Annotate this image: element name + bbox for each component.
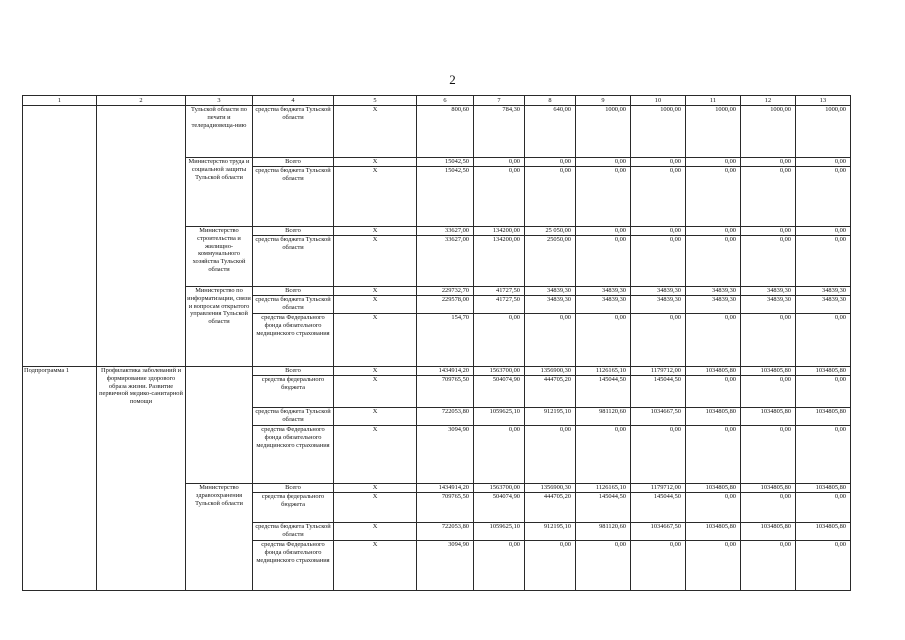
- value-cell: 800,60: [417, 106, 474, 158]
- value-cell: 0,00: [631, 167, 686, 227]
- value-cell: 41727,50: [474, 287, 525, 296]
- empty-cell: [97, 106, 186, 367]
- value-cell: 722053,80: [417, 408, 474, 426]
- x-cell: X: [334, 106, 417, 158]
- value-cell: 34839,30: [686, 296, 741, 314]
- value-cell: 3094,90: [417, 426, 474, 484]
- value-cell: 0,00: [686, 426, 741, 484]
- value-cell: 981120,60: [576, 523, 631, 541]
- value-cell: 0,00: [796, 426, 851, 484]
- source-cell: средства бюджета Тульской области: [253, 296, 334, 314]
- value-cell: 25 050,00: [525, 227, 576, 236]
- value-cell: 229732,70: [417, 287, 474, 296]
- x-cell: X: [334, 426, 417, 484]
- value-cell: 34839,30: [631, 287, 686, 296]
- value-cell: 0,00: [525, 541, 576, 591]
- value-cell: 0,00: [741, 376, 796, 408]
- value-cell: 0,00: [741, 227, 796, 236]
- value-cell: 1034667,50: [631, 408, 686, 426]
- value-cell: 0,00: [686, 227, 741, 236]
- value-cell: 0,00: [474, 426, 525, 484]
- value-cell: 34839,30: [525, 287, 576, 296]
- value-cell: 154,70: [417, 314, 474, 367]
- value-cell: 0,00: [686, 158, 741, 167]
- value-cell: 1034805,80: [741, 408, 796, 426]
- value-cell: 0,00: [741, 158, 796, 167]
- value-cell: 1356900,30: [525, 367, 576, 376]
- value-cell: 134200,00: [474, 227, 525, 236]
- value-cell: 0,00: [631, 541, 686, 591]
- value-cell: 34839,30: [741, 296, 796, 314]
- x-cell: X: [334, 158, 417, 167]
- value-cell: 0,00: [741, 314, 796, 367]
- org-cell: [186, 367, 253, 484]
- source-cell: Всего: [253, 287, 334, 296]
- header-cell: 3: [186, 96, 253, 106]
- source-cell: средства Федерального фонда обязательного медицинского страхования: [253, 314, 334, 367]
- value-cell: 1034805,80: [741, 523, 796, 541]
- value-cell: 0,00: [474, 541, 525, 591]
- value-cell: 0,00: [741, 426, 796, 484]
- x-cell: X: [334, 541, 417, 591]
- value-cell: 1059625,10: [474, 408, 525, 426]
- value-cell: 3094,90: [417, 541, 474, 591]
- value-cell: 0,00: [796, 493, 851, 523]
- value-cell: 0,00: [796, 158, 851, 167]
- value-cell: 0,00: [631, 158, 686, 167]
- header-cell: 4: [253, 96, 334, 106]
- subprogram-title-cell: Профилактика заболеваний и формирование здорового образа жизни. Развитие первичной медико-санитарной помощи: [97, 367, 186, 591]
- x-cell: X: [334, 408, 417, 426]
- org-cell: Министерство труда и социальной защиты Тульской области: [186, 158, 253, 227]
- value-cell: 1179712,00: [631, 484, 686, 493]
- value-cell: 34839,30: [576, 296, 631, 314]
- value-cell: 0,00: [525, 167, 576, 227]
- x-cell: X: [334, 167, 417, 227]
- value-cell: 1034805,80: [686, 408, 741, 426]
- header-cell: 8: [525, 96, 576, 106]
- value-cell: 1034805,80: [686, 484, 741, 493]
- x-cell: X: [334, 314, 417, 367]
- source-cell: средства бюджета Тульской области: [253, 408, 334, 426]
- value-cell: 1126165,10: [576, 484, 631, 493]
- value-cell: 0,00: [576, 541, 631, 591]
- x-cell: X: [334, 376, 417, 408]
- value-cell: 1000,00: [741, 106, 796, 158]
- value-cell: 33627,00: [417, 236, 474, 287]
- value-cell: 1000,00: [686, 106, 741, 158]
- header-cell: 10: [631, 96, 686, 106]
- value-cell: 0,00: [525, 314, 576, 367]
- x-cell: X: [334, 367, 417, 376]
- value-cell: 784,30: [474, 106, 525, 158]
- source-cell: средства федерального бюджета: [253, 376, 334, 408]
- source-cell: средства бюджета Тульской области: [253, 236, 334, 287]
- value-cell: 444705,20: [525, 376, 576, 408]
- source-cell: Всего: [253, 227, 334, 236]
- value-cell: 0,00: [525, 426, 576, 484]
- value-cell: 0,00: [796, 227, 851, 236]
- value-cell: 33627,00: [417, 227, 474, 236]
- value-cell: 1126165,10: [576, 367, 631, 376]
- page-number: 2: [449, 72, 456, 87]
- value-cell: 34839,30: [631, 296, 686, 314]
- source-cell: средства федерального бюджета: [253, 493, 334, 523]
- value-cell: 0,00: [686, 541, 741, 591]
- value-cell: 1563700,00: [474, 367, 525, 376]
- value-cell: 504074,90: [474, 493, 525, 523]
- value-cell: 0,00: [741, 493, 796, 523]
- value-cell: 1034805,80: [796, 408, 851, 426]
- value-cell: 145044,50: [631, 376, 686, 408]
- value-cell: 1034805,80: [796, 523, 851, 541]
- header-cell: 5: [334, 96, 417, 106]
- value-cell: 1034805,80: [686, 367, 741, 376]
- value-cell: 34839,30: [796, 296, 851, 314]
- table-header-row: [23, 96, 851, 106]
- value-cell: 0,00: [796, 167, 851, 227]
- value-cell: 1034667,50: [631, 523, 686, 541]
- value-cell: 145044,50: [576, 493, 631, 523]
- value-cell: 0,00: [474, 158, 525, 167]
- value-cell: 0,00: [741, 236, 796, 287]
- value-cell: 1563700,00: [474, 484, 525, 493]
- x-cell: X: [334, 484, 417, 493]
- value-cell: 0,00: [576, 314, 631, 367]
- value-cell: 1000,00: [631, 106, 686, 158]
- org-cell: Министерство по информатизации, связи и вопросам открытого управления Тульской области: [186, 287, 253, 367]
- value-cell: 0,00: [796, 236, 851, 287]
- value-cell: 0,00: [576, 426, 631, 484]
- value-cell: 1034805,80: [741, 484, 796, 493]
- value-cell: 229578,00: [417, 296, 474, 314]
- header-cell: 2: [97, 96, 186, 106]
- value-cell: 15042,50: [417, 167, 474, 227]
- value-cell: 15042,50: [417, 158, 474, 167]
- value-cell: 145044,50: [576, 376, 631, 408]
- x-cell: X: [334, 493, 417, 523]
- org-cell: Министерство строительства и жилищно-коммунального хозяйства Тульской области: [186, 227, 253, 287]
- value-cell: 0,00: [686, 314, 741, 367]
- value-cell: 981120,60: [576, 408, 631, 426]
- value-cell: 1034805,80: [741, 367, 796, 376]
- value-cell: 0,00: [796, 541, 851, 591]
- value-cell: 0,00: [796, 376, 851, 408]
- value-cell: 0,00: [686, 376, 741, 408]
- value-cell: 1034805,80: [686, 523, 741, 541]
- value-cell: 0,00: [741, 167, 796, 227]
- value-cell: 1000,00: [796, 106, 851, 158]
- subprogram-cell: Подпрограмма 1: [23, 367, 97, 591]
- header-cell: 9: [576, 96, 631, 106]
- value-cell: 0,00: [631, 227, 686, 236]
- value-cell: 0,00: [686, 236, 741, 287]
- value-cell: 0,00: [576, 158, 631, 167]
- value-cell: 34839,30: [525, 296, 576, 314]
- value-cell: 34839,30: [741, 287, 796, 296]
- header-cell: 1: [23, 96, 97, 106]
- source-cell: Всего: [253, 158, 334, 167]
- value-cell: 0,00: [474, 167, 525, 227]
- source-cell: средства Федерального фонда обязательного медицинского страхования: [253, 541, 334, 591]
- source-cell: средства бюджета Тульской области: [253, 523, 334, 541]
- table-row: [23, 106, 851, 158]
- value-cell: 134200,00: [474, 236, 525, 287]
- org-cell: Министерство здравоохранения Тульской области: [186, 484, 253, 591]
- value-cell: 0,00: [631, 426, 686, 484]
- x-cell: X: [334, 296, 417, 314]
- value-cell: 41727,50: [474, 296, 525, 314]
- org-cell: Тульской области по печати и телерадиовеща-нию: [186, 106, 253, 158]
- value-cell: 444705,20: [525, 493, 576, 523]
- value-cell: 912195,10: [525, 408, 576, 426]
- x-cell: X: [334, 236, 417, 287]
- value-cell: 0,00: [686, 493, 741, 523]
- value-cell: 722053,80: [417, 523, 474, 541]
- value-cell: 0,00: [525, 158, 576, 167]
- source-cell: Всего: [253, 484, 334, 493]
- x-cell: X: [334, 523, 417, 541]
- value-cell: 0,00: [576, 236, 631, 287]
- value-cell: 34839,30: [686, 287, 741, 296]
- value-cell: 1179712,00: [631, 367, 686, 376]
- source-cell: Всего: [253, 367, 334, 376]
- value-cell: 0,00: [686, 167, 741, 227]
- value-cell: 1000,00: [576, 106, 631, 158]
- header-cell: 13: [796, 96, 851, 106]
- value-cell: 709765,50: [417, 376, 474, 408]
- value-cell: 0,00: [631, 314, 686, 367]
- value-cell: 912195,10: [525, 523, 576, 541]
- value-cell: 1034805,80: [796, 484, 851, 493]
- value-cell: 709765,50: [417, 493, 474, 523]
- header-cell: 12: [741, 96, 796, 106]
- value-cell: 1034805,80: [796, 367, 851, 376]
- source-cell: средства Федерального фонда обязательного медицинского страхования: [253, 426, 334, 484]
- value-cell: 640,00: [525, 106, 576, 158]
- empty-cell: [23, 106, 97, 367]
- x-cell: X: [334, 287, 417, 296]
- budget-table: [22, 95, 851, 591]
- source-cell: средства бюджета Тульской области: [253, 167, 334, 227]
- value-cell: 0,00: [796, 314, 851, 367]
- value-cell: 145044,50: [631, 493, 686, 523]
- value-cell: 1059625,10: [474, 523, 525, 541]
- value-cell: 0,00: [631, 236, 686, 287]
- value-cell: 0,00: [576, 227, 631, 236]
- value-cell: 0,00: [576, 167, 631, 227]
- value-cell: 0,00: [474, 314, 525, 367]
- table-row: [23, 367, 851, 376]
- value-cell: 1434914,20: [417, 367, 474, 376]
- x-cell: X: [334, 227, 417, 236]
- value-cell: 1356900,30: [525, 484, 576, 493]
- header-cell: 6: [417, 96, 474, 106]
- value-cell: 34839,30: [576, 287, 631, 296]
- value-cell: 504074,90: [474, 376, 525, 408]
- header-cell: 11: [686, 96, 741, 106]
- header-cell: 7: [474, 96, 525, 106]
- value-cell: 0,00: [741, 541, 796, 591]
- value-cell: 1434914,20: [417, 484, 474, 493]
- source-cell: средства бюджета Тульской области: [253, 106, 334, 158]
- value-cell: 25050,00: [525, 236, 576, 287]
- value-cell: 34839,30: [796, 287, 851, 296]
